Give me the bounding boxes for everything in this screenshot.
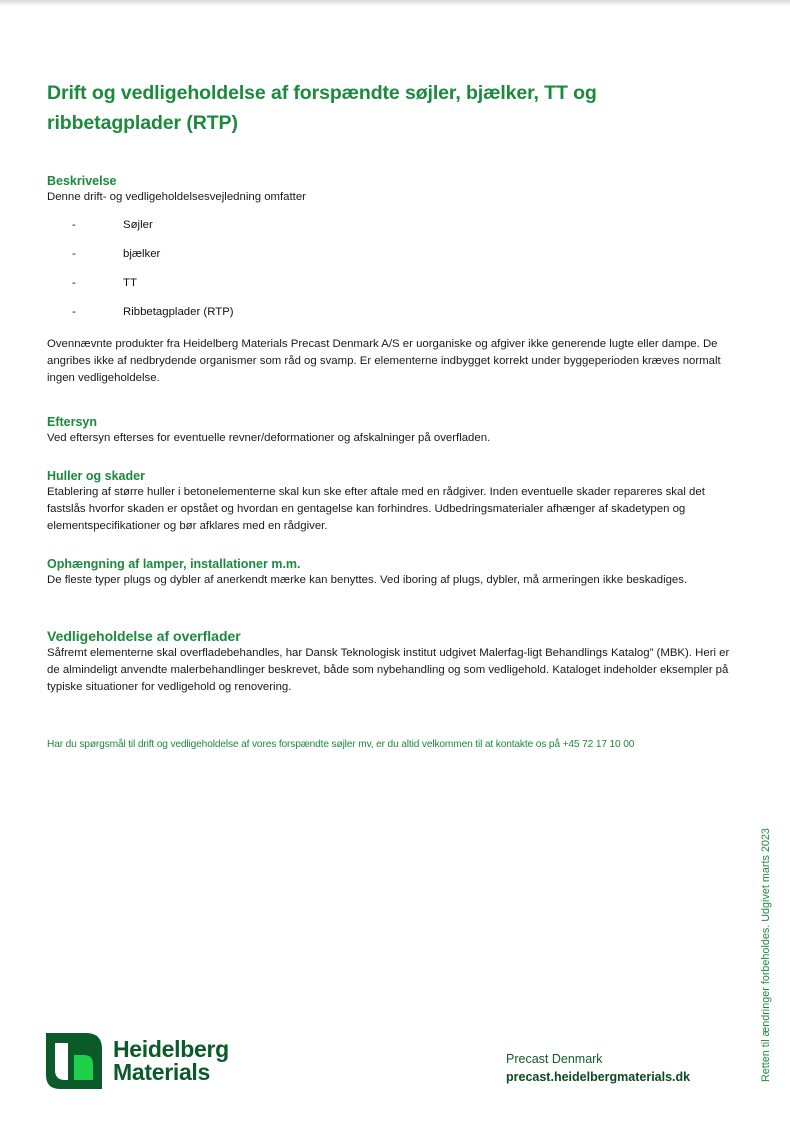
section-intro: Denne drift- og vedligeholdelsesvejledning omfatter xyxy=(47,191,306,203)
footer-url-link[interactable]: precast.heidelbergmaterials.dk xyxy=(506,1070,691,1084)
contact-line: Har du spørgsmål til drift og vedligeholdelse af vores forspændte søjler mv, er du altid velkommen til at kontakte os på +45 72 17 10 00 xyxy=(47,739,635,750)
section-body: De fleste typer plugs og dybler af anerkendt mærke kan benyttes. Ved iboring af plugs, dybler, må armeringen ikke beskadiges. xyxy=(47,574,688,586)
section-body: Ved eftersyn efterses for eventuelle revner/deformationer og afskalninger på overfladen. xyxy=(47,432,491,444)
section-eftersyn xyxy=(47,414,737,447)
rotated-disclaimer: Retten til ændringer forbeholdes. Udgivet marts 2023 xyxy=(760,828,772,1082)
page-top-shadow xyxy=(0,0,790,6)
page-title: Drift og vedligeholdelse af forspændte søjler, bjælker, TT og ribbetagplader (RTP) xyxy=(47,82,597,134)
list-item: - bjælker xyxy=(47,246,737,275)
product-list xyxy=(47,217,737,333)
section-heading: Ophængning af lamper, installationer m.m. xyxy=(47,557,301,571)
section-heading: Vedligeholdelse af overflader xyxy=(47,628,241,644)
dash-marker: - xyxy=(72,248,76,260)
section-huller-og-skader xyxy=(47,468,737,535)
section-heading: Huller og skader xyxy=(47,469,145,483)
list-item: - Ribbetagplader (RTP) xyxy=(47,304,737,333)
footer-contact xyxy=(506,1050,690,1086)
section-ophaengning xyxy=(47,556,737,589)
section-body: Etablering af større huller i betonelementerne skal kun ske efter aftale med en rådgiver. Inden eventuelle skader repareres skal det fastslås hvorfor skaden er opstået og hvordan en gentagelse kan forhindres. Udbedringsmaterialer afhænger af skadetypen og elementspecifikationer og bør afklares med en rådgiver. xyxy=(47,486,705,532)
dash-marker: - xyxy=(72,277,76,289)
section-body: Såfremt elementerne skal overfladebehandles, har Dansk Teknologisk institut udgivet Malerfag-ligt Behandlings Katalog” (MBK). Heri er de almindeligt anvendte malerbehandlinger beskrevet, både som nybehandling og som vedligehold. Kataloget indeholder eksempler på typiske situationer for vedligehold og renovering. xyxy=(47,647,730,693)
list-item: - Søjler xyxy=(47,217,737,246)
footer-org: Precast Denmark xyxy=(506,1052,603,1066)
list-item: - TT xyxy=(47,275,737,304)
section-beskrivelse xyxy=(47,173,737,387)
section-heading: Beskrivelse xyxy=(47,174,117,188)
section-vedligeholdelse-overflader xyxy=(47,627,737,696)
logo-wordmark: Heidelberg Materials xyxy=(113,1036,229,1085)
dash-marker: - xyxy=(72,219,76,231)
section-heading: Eftersyn xyxy=(47,415,98,429)
dash-marker: - xyxy=(72,306,76,318)
heidelberg-materials-logo xyxy=(46,1033,229,1089)
heidelberg-leaf-icon xyxy=(46,1033,102,1089)
section-body: Ovennævnte produkter fra Heidelberg Materials Precast Denmark A/S er uorganiske og afgiver ikke generende lugte eller dampe. De angribes ikke af nedbrydende organismer som råd og svamp. Er elementerne indbygget korrekt under byggeperioden kræves normalt ingen vedligeholdelse. xyxy=(47,338,721,384)
